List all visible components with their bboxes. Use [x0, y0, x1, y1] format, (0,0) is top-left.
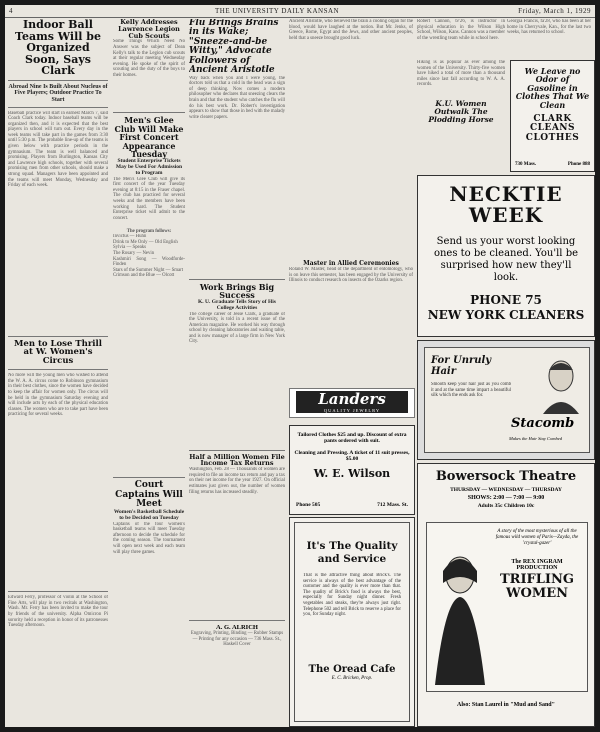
clark-logo: CLARK CLEANS CLOTHES: [525, 113, 580, 143]
column-2: [113, 19, 185, 724]
bowersock-name: Bowersock Theatre: [435, 469, 577, 484]
movie-producer: The REX INGRAM PRODUCTION: [511, 559, 563, 571]
headline-womens-circus: Men to Lose Thrill at W. Women's Circus: [14, 338, 102, 367]
note-cannon: Robert Cannon, b/'26, is instructor in physical education in the Wilson High School, Wilson, Kans. Cannon was a member of the wrestling team while in school here.: [417, 19, 505, 41]
program-title: The program follows:: [126, 228, 172, 234]
headline-income-tax: Half a Million Women File Income Tax Returns: [189, 452, 285, 468]
clark-phone: Phone 888: [567, 162, 590, 167]
ad-landers: [289, 388, 415, 418]
ad-wilson: [289, 425, 415, 515]
ad-alrich-name: A. G. ALRICH: [216, 624, 258, 632]
oread-owner: E. C. Bricken, Prop.: [331, 675, 373, 681]
headline-court-captains: Court Captains Will Meet: [115, 480, 183, 509]
ad-stacomb: [417, 340, 595, 460]
subhead-glee-club: Student Enterprise Tickets May be Used For Admission to Program: [115, 158, 183, 177]
article-indoor-ball: Baseball practice will start in earnest March 7, said Coach Clark today. Indoor baseball teams will be organized then, and it is expected that the best players in school will turn out. Every day in the week teams will take part in the games from 3:30 until 5:30 p.m. The probable line-up of the teams is given below with practice periods in the gymnasium. The team is well balanced and promising. Players from Burlington, Kansas City and Lawrence high schools, together with several promising men from other schools, should make a strong squad. Managers have been appointed and the teams will meet Monday, Wednesday and Friday of each week.: [8, 110, 108, 189]
article-flu-brains: Way back when you and I were young, the doctors told us that a cold in the head was a sign of deep thinking. Now comes a modern philosopher who declares that sneezing clears the brain and that the student who catches the flu will do his best work. Dr. Robert's investigation appears to show that those in bed with the malady write clearer papers.: [189, 75, 285, 120]
program-item: Drink to Me Only — Old English: [113, 239, 178, 245]
wilson-name: W. E. Wilson: [313, 467, 391, 480]
headline-kelly: Kelly Addresses Lawrence Legion Cub Scouts: [118, 19, 180, 40]
column-3: [189, 19, 285, 724]
wilson-tailored: Tailored Clothes $25 and up. Discount of extra pants ordered with suit.: [297, 432, 407, 444]
oread-heading-2: and Service: [317, 553, 387, 566]
oread-name: The Oread Cafe: [308, 664, 396, 676]
bowersock-also: Also: Stan Laurel in "Mud and Sand": [457, 702, 555, 708]
movie-title: TRIFLING WOMEN: [500, 572, 574, 601]
page-number: 4: [9, 7, 13, 15]
ad-oread-cafe: [289, 517, 415, 727]
article-work-success: The college career of Jesse Clark, a graduate of the University, is told in a recent issue of the American magazine. He worked his way through school by cleaning laboratories and waiting table, and is now manager of a large firm in New York City.: [189, 311, 285, 345]
headline-hiking: K.U. Women Outwalk The Plodding Horse: [428, 99, 494, 124]
program-list: [113, 234, 185, 474]
article-master: Roland W. Master, head of the department of entomology, who is on leave this semester, has been engaged by the University of Illinois to conduct research on insects of the Ozarks region.: [289, 267, 413, 284]
wilson-phone: Phone 505: [296, 502, 321, 508]
stacomb-logo: Stacomb: [511, 416, 575, 431]
article-kelly: Some Things Which Need No Answer was the subject of Dean Kelly's talk to the Legion cub scouts at their regular meeting Wednesday evening. He spoke of the spirit of scouting and the duty of the boys to their homes.: [113, 39, 185, 78]
headline-flu-brains: Flu Brings Brains in its Wake; "Sneeze-and-be Witty," Advocate Followers of Ancient Aristotle: [189, 19, 279, 76]
bowersock-shows: SHOWS: 2:00 — 7:00 — 9:00: [467, 494, 545, 501]
wilson-cleaning: Cleaning and Pressing. A ticket of 11 suit presses, $5.00: [294, 450, 410, 462]
necktie-body: Send us your worst looking ones to be cleaned. You'll be surprised how new they'll look.: [433, 236, 579, 283]
movie-poster: [426, 522, 588, 692]
bowersock-days: THURSDAY — WEDNESDAY — THURSDAY: [450, 486, 562, 493]
headline-master: Master in Allied Ceremonies: [303, 260, 399, 267]
article-local-notes: Edward Ferry, professor of violin at the School of Fine Arts, will play in two recitals at Washington, Wash. Mr. Ferry has been invited to make the tour by friends of the university. Alpha Omicron Pi sorority held a reception in honor of its patronesses Tuesday afternoon.: [8, 595, 108, 629]
subhead-indoor-ball: Abroad Nine Is Built About Nucleus of Five Players; Outdoor Practice To Start: [8, 83, 108, 103]
issue-date: Friday, March 1, 1929: [518, 7, 591, 15]
landers-tagline: QUALITY JEWELRY: [323, 408, 381, 413]
stacomb-body: Smooth keep your hair just as you comb it and at the same time impart a beautiful silk which the ends ask for.: [431, 382, 511, 399]
subhead-court-captains: Women's Basketball Schedule to be Decided on Tuesday: [113, 509, 185, 522]
ad-necktie-week: [417, 175, 595, 337]
headline-indoor-ball: Indoor Ball Teams Will be Organized Soon, Says Clark: [15, 19, 101, 78]
wilson-address: 712 Mass. St.: [377, 502, 408, 508]
program-item: The Rosary — Nevin: [113, 250, 155, 256]
actress-illustration: [431, 553, 489, 685]
necktie-heading: NECKTIE WEEK: [449, 182, 563, 227]
necktie-company: NEW YORK CLEANERS: [427, 307, 585, 322]
article-womens-circus: No more will the young men who wished to attend the W. A. A. circus come to Robinson gymnasium in their best clothes, since the women have decided to keep the affair for women only. The circus will be held in the gymnasium Saturday evening and will include acts by each of the physical education classes. The women who are to take part have been practicing for several weeks.: [8, 373, 108, 418]
column-5-hiking: [417, 60, 505, 170]
oread-body: That is the attractive thing about Brick's. The service is always of the best advantage of the customer and the quality is ever more than that. The quality of Brick's food is always the best, especially for Sunday night dinner. Fresh vegetables and steaks, they're always just right. Telephone 502 and tell Brick to reserve a place for you, for Sunday night.: [303, 573, 401, 618]
article-hiking-intro: Hiking is as popular as ever among the women of the University. Thirty-five women have hiked a total of more than a thousand miles since last fall according to W. A. A. records.: [417, 60, 505, 88]
program-item: Stars of the Summer Night — Smart: [113, 267, 184, 273]
program-item: Kashmiri Song — Woodforde-Finden: [113, 256, 185, 268]
masthead: [5, 5, 595, 18]
ad-clark-cleans: [510, 60, 595, 172]
program-item: Sylvia — Speaks: [113, 245, 147, 251]
headline-work-success: Work Brings Big Success: [199, 281, 275, 301]
ad-alrich-text: Engraving, Printing, Binding — Rubber Stamps — Printing for any occasion — 736 Mass. St., Haskell Cover: [190, 631, 284, 648]
newspaper-title: THE UNIVERSITY DAILY KANSAN: [215, 7, 340, 15]
article-aristotle-cont: Ancient Aristotle, who believed the brain a cooling organ for the blood, would have laughed at the notion. But Mr. Jenks, of Greece, Rome, Egypt and the Jews, and other ancient peoples, held that a sneeze brought good luck.: [289, 19, 413, 41]
clark-slogan: We Leave no Odor of Gasoline in Clothes That We Clean: [515, 66, 590, 110]
article-glee-club: The Men's Glee Club will give its first concert of the year Tuesday evening at 8:15 in the Fraser chapel. The club has practiced for several weeks and the members have been working hard. The Student Enterprise ticket will admit to the concert.: [113, 176, 185, 221]
article-income-tax: Washington, Feb. 28 — Thousands of women are required to file an income tax return and pay a tax on their net income for the year 1927. On official estimates just given out, the number of women filing returns has increased steadily.: [189, 467, 285, 495]
landers-logo: Landers: [296, 391, 408, 413]
article-court-captains: Captains of the four women's basketball teams will meet Tuesday afternoon to decide the schedule for the coming season. The tournament will open next week and each team will play three games.: [113, 521, 185, 555]
program-item: Invictus — Huhn: [113, 234, 147, 240]
note-francis: Georgia Francis, fa'28, who has been at her home in Cherryvale, Kan., for the last two weeks, has returned to school.: [507, 19, 591, 36]
stacomb-tagline: Makes the Hair Stay Combed: [509, 436, 562, 441]
movie-story: A story of the most mysterious of all the famous wild women of Paris—Zayda, the 'crystal-gazer': [495, 529, 579, 546]
column-1: [8, 19, 108, 724]
program-item: Crimson and the Blue — Olcott: [113, 273, 175, 279]
newspaper-page: [5, 5, 595, 727]
man-portrait-illustration: [537, 356, 585, 414]
stacomb-heading: For Unruly Hair: [431, 355, 492, 377]
ad-bowersock-theatre: [417, 463, 595, 727]
clark-address: 730 Mass.: [515, 162, 537, 167]
headline-glee-club: Men's Glee Club Will Make First Concert Appearance Tuesday: [114, 115, 184, 159]
bowersock-prices: Adults 35c Children 10c: [477, 502, 535, 509]
subhead-work-success: K. U. Graduate Tells Story of His College Activities: [198, 299, 276, 312]
necktie-phone: PHONE 75: [470, 293, 542, 307]
oread-heading-1: It's The Quality: [306, 540, 398, 552]
